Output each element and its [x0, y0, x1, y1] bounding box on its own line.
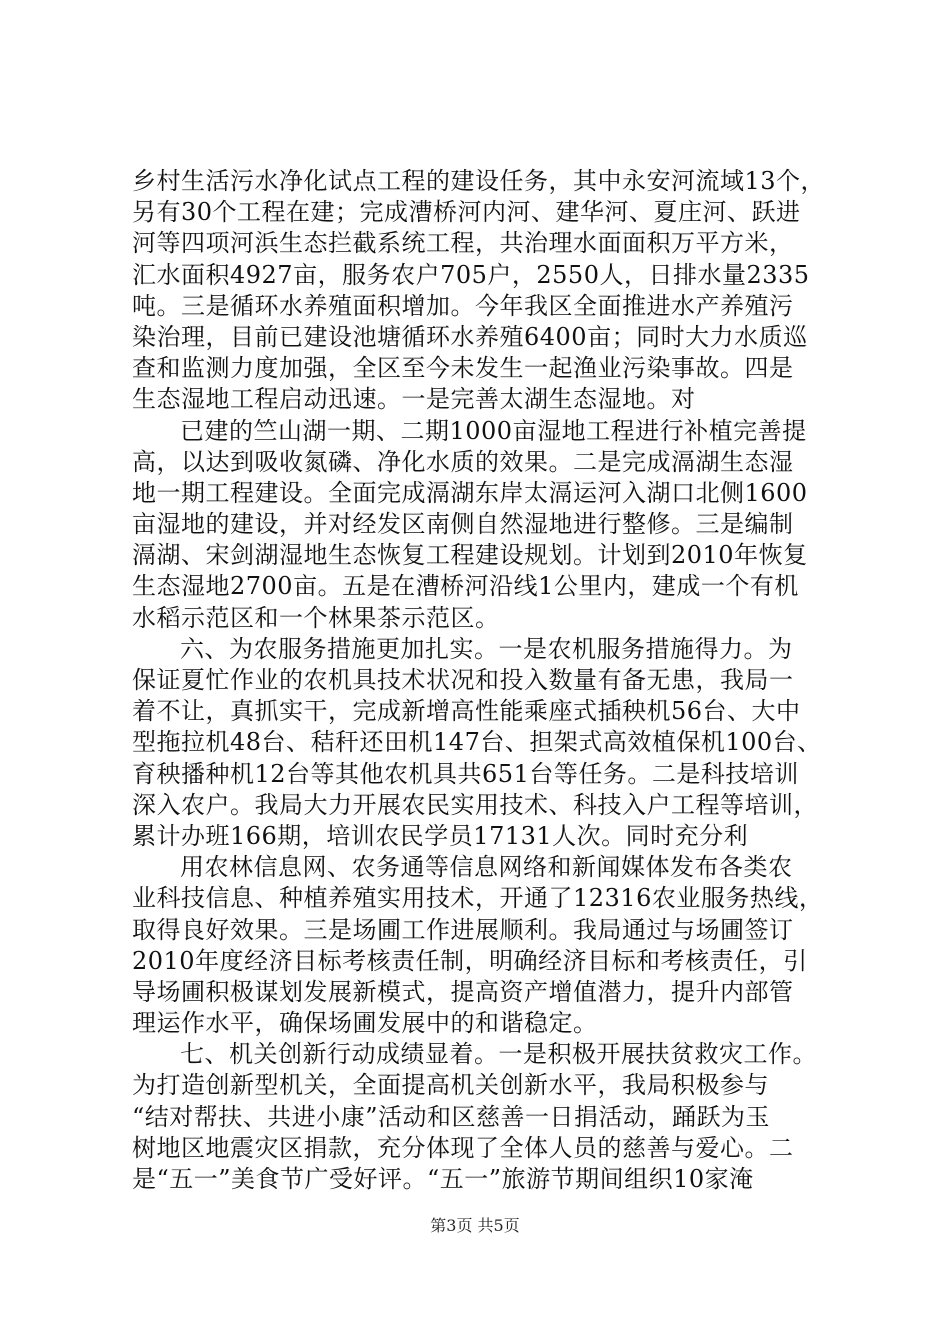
text-line: 另有30个工程在建；完成漕桥河内河、建华河、夏庄河、跃进 — [132, 198, 801, 227]
text-line: 亩湿地的建设，并对经发区南侧自然湿地进行整修。三是编制 — [132, 510, 794, 539]
text-line: 树地区地震灾区捐款，充分体现了全体人员的慈善与爱心。二 — [132, 1133, 794, 1162]
text-line: 为打造创新型机关，全面提高机关创新水平，我局积极参与 — [132, 1071, 769, 1100]
text-line: 汇水面积4927亩，服务农户705户，2550人，日排水量2335 — [132, 260, 810, 289]
page-number-footer: 第3页 共5页 — [430, 1216, 520, 1235]
body-text — [132, 166, 832, 1195]
text-line: 河等四项河浜生态拦截系统工程，共治理水面面积万平方米， — [132, 229, 794, 258]
text-line: 高，以达到吸收氮磷、净化水质的效果。二是完成滆湖生态湿 — [132, 447, 794, 476]
text-line: 取得良好效果。三是场圃工作进展顺利。我局通过与场圃签订 — [132, 915, 794, 944]
text-line: 生态湿地工程启动迅速。一是完善太湖生态湿地。对 — [132, 385, 696, 414]
text-line: 生态湿地2700亩。五是在漕桥河沿线1公里内，建成一个有机 — [132, 572, 799, 601]
text-line: 累计办班166期，培训农民学员17131人次。同时充分利 — [132, 821, 749, 850]
text-line: 着不让，真抓实干，完成新增高性能乘座式插秧机56台、大中 — [132, 697, 801, 726]
text-line: 深入农户。我局大力开展农民实用技术、科技入户工程等培训， — [132, 790, 818, 819]
text-line: “结对帮扶、共进小康”活动和区慈善一日捐活动，踊跃为玉 — [132, 1102, 771, 1131]
text-line: 吨。三是循环水养殖面积增加。今年我区全面推进水产养殖污 — [132, 291, 794, 320]
text-line: 用农林信息网、农务通等信息网络和新闻媒体发布各类农 — [180, 853, 793, 882]
text-line: 染治理，目前已建设池塘循环水养殖6400亩；同时大力水质巡 — [132, 322, 808, 351]
text-line: 已建的竺山湖一期、二期1000亩湿地工程进行补植完善提 — [180, 416, 807, 445]
text-line: 2010年度经济目标考核责任制，明确经济目标和考核责任，引 — [132, 946, 808, 975]
text-line: 水稻示范区和一个林果茶示范区。 — [132, 603, 500, 632]
text-line: 滆湖、宋剑湖湿地生态恢复工程建设规划。计划到2010年恢复 — [132, 541, 808, 570]
text-line: 育秧播种机12台等其他农机具共651台等任务。二是科技培训 — [132, 759, 799, 788]
text-line: 导场圃积极谋划发展新模式，提高资产增值潜力，提升内部管 — [132, 977, 794, 1006]
text-line: 型拖拉机48台、秸秆还田机147台、担架式高效植保机100台、 — [132, 728, 822, 757]
text-line: 是“五一”美食节广受好评。“五一”旅游节期间组织10家淹 — [132, 1165, 754, 1193]
text-line: 六、为农服务措施更加扎实。一是农机服务措施得力。为 — [180, 634, 793, 663]
text-line: 业科技信息、种植养殖实用技术，开通了12316农业服务热线， — [132, 884, 824, 913]
text-line: 乡村生活污水净化试点工程的建设任务，其中永安河流域13个， — [132, 167, 826, 195]
text-line: 理运作水平，确保场圃发展中的和谐稳定。 — [132, 1009, 598, 1038]
text-line: 七、机关创新行动成绩显着。一是积极开展扶贫救灾工作。 — [180, 1040, 817, 1069]
text-line: 地一期工程建设。全面完成滆湖东岸太滆运河入湖口北侧1600 — [132, 478, 808, 507]
text-line: 查和监测力度加强，全区至今未发生一起渔业污染事故。四是 — [132, 354, 794, 383]
text-line: 保证夏忙作业的农机具技术状况和投入数量有备无患，我局一 — [132, 666, 794, 694]
